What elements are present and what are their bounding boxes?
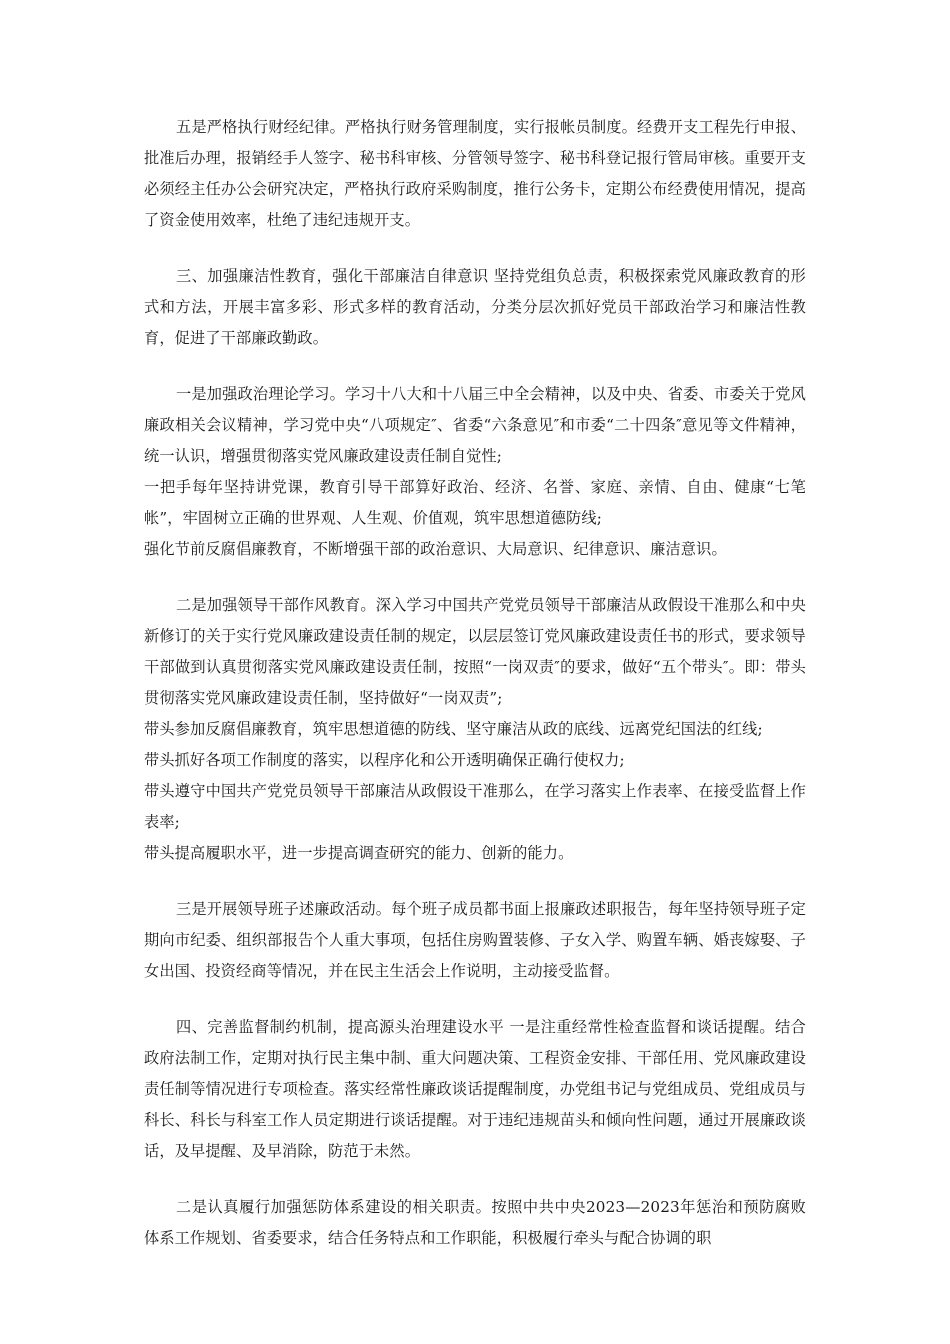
paragraph-group-political-study [144,379,806,565]
paragraph-group-leadership-style [144,590,806,869]
paragraph-line: 带头提高履职水平，进一步提高调查研究的能力、创新的能力。 [144,844,574,862]
paragraph-prevention-system: 二是认真履行加强惩防体系建设的相关职责。按照中共中央2023—2023年惩治和预防腐败体系工作规划、省委要求，结合任务特点和工作职能，积极履行牵头与配合协调的职 [144,1198,806,1247]
paragraph-line: 一是加强政治理论学习。学习十八大和十八届三中全会精神，以及中央、省委、市委关于党风廉政相关会议精神，学习党中央“八项规定″、省委“六条意见″和市委“二十四条″意见等文件精神，统一认识，增强贯彻落实党风廉政建设责任制自觉性; [144,385,806,465]
paragraph-line: 强化节前反腐倡廉教育，不断增强干部的政治意识、大局意识、纪律意识、廉洁意识。 [144,540,727,558]
paragraph-line: 二是加强领导干部作风教育。深入学习中国共产党党员领导干部廉洁从政假设干准那么和中央新修订的关于实行党风廉政建设责任制的规定，以层层签订党风廉政建设责任书的形式，要求领导干部做到认真贯彻落实党风廉政建设责任制，按照“一岗双责″的要求，做好“五个带头″。即：带头贯彻落实党风廉政建设责任制，坚持做好“一岗双责”; [144,596,806,707]
document-page [144,112,806,1279]
paragraph-line: 带头抓好各项工作制度的落实，以程序化和公开透明确保正确行使权力; [144,751,625,769]
paragraph-leadership-report: 三是开展领导班子述廉政活动。每个班子成员都书面上报廉政述职报告，每年坚持领导班子定期向市纪委、组织部报告个人重大事项，包括住房购置装修、子女入学、购置车辆、婚丧嫁娶、子女出国、投资经商等情况，并在民主生活会上作说明，主动接受监督。 [144,900,806,980]
paragraph-line: 带头参加反腐倡廉教育，筑牢思想道德的防线、坚守廉洁从政的底线、远离党纪国法的红线; [144,720,763,738]
paragraph-line: 带头遵守中国共产党党员领导干部廉洁从政假设干准那么，在学习落实上作表率、在接受监督上作表率; [144,782,806,831]
paragraph-finance-discipline: 五是严格执行财经纪律。严格执行财务管理制度，实行报帐员制度。经费开支工程先行申报、批准后办理，报销经手人签字、秘书科审核、分管领导签字、秘书科登记报行管局审核。重要开支必须经主任办公会研究决定，严格执行政府采购制度，推行公务卡，定期公布经费使用情况，提高了资金使用效率，杜绝了违纪违规开支。 [144,118,806,229]
paragraph-supervision-mechanism: 四、完善监督制约机制，提高源头治理建设水平 一是注重经常性检查监督和谈话提醒。结合政府法制工作，定期对执行民主集中制、重大问题决策、工程资金安排、干部任用、党风廉政建设责任制等情况进行专项检查。落实经常性廉政谈话提醒制度，办党组书记与党组成员、党组成员与科长、科长与科室工作人员定期进行谈话提醒。对于违纪违规苗头和倾向性问题，通过开展廉政谈话，及早提醒、及早消除，防范于未然。 [144,1018,806,1160]
paragraph-integrity-education: 三、加强廉洁性教育，强化干部廉洁自律意识 坚持党组负总责，积极探索党风廉政教育的形式和方法，开展丰富多彩、形式多样的教育活动，分类分层次抓好党员干部政治学习和廉洁性教育，促进了干部廉政勤政。 [144,267,806,347]
paragraph-line: 一把手每年坚持讲党课，教育引导干部算好政治、经济、名誉、家庭、亲情、自由、健康“七笔帐”，牢固树立正确的世界观、人生观、价值观，筑牢思想道德防线; [144,478,806,527]
